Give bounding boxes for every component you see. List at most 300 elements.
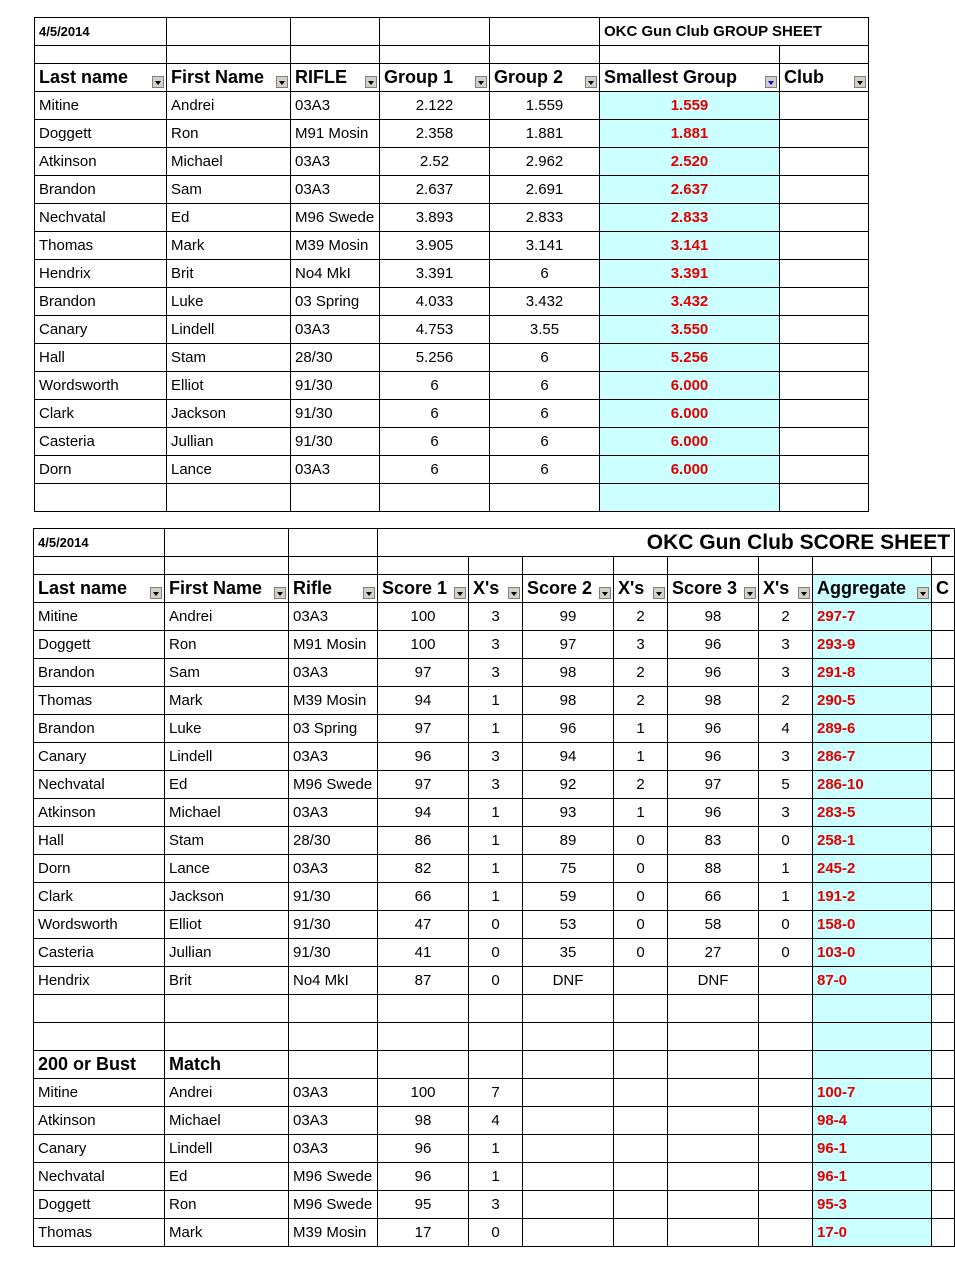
xs-2-cell[interactable]: 0 xyxy=(614,827,668,855)
empty-cell[interactable] xyxy=(759,1107,813,1135)
group-1-cell[interactable]: 2.52 xyxy=(380,148,490,176)
score-1-cell[interactable]: 97 xyxy=(378,659,469,687)
rifle-cell[interactable]: 91/30 xyxy=(289,911,378,939)
xs-2-cell[interactable]: 0 xyxy=(614,883,668,911)
filter-dropdown-icon[interactable] xyxy=(454,587,466,599)
last-name-cell[interactable]: Clark xyxy=(35,400,167,428)
score-header-xs-3[interactable]: X's xyxy=(759,575,813,603)
rifle-cell[interactable]: 03A3 xyxy=(289,603,378,631)
group-2-cell[interactable]: 2.833 xyxy=(490,204,600,232)
group-2-cell[interactable]: 3.432 xyxy=(490,288,600,316)
score-3-cell[interactable]: 27 xyxy=(668,939,759,967)
rifle-cell[interactable]: M39 Mosin xyxy=(291,232,380,260)
last-name-cell[interactable]: Atkinson xyxy=(34,1107,165,1135)
rifle-cell[interactable]: No4 MkI xyxy=(289,967,378,995)
score-3-cell[interactable]: DNF xyxy=(668,967,759,995)
first-name-cell[interactable]: Elliot xyxy=(165,911,289,939)
club-cell[interactable] xyxy=(932,1107,955,1135)
first-name-cell[interactable]: Jackson xyxy=(165,883,289,911)
filter-dropdown-icon[interactable] xyxy=(152,76,164,88)
first-name-cell[interactable]: Stam xyxy=(167,344,291,372)
score-1-cell[interactable]: 97 xyxy=(378,771,469,799)
smallest-group-cell[interactable]: 2.637 xyxy=(600,176,780,204)
empty-cell[interactable] xyxy=(523,1163,614,1191)
smallest-group-cell[interactable]: 3.141 xyxy=(600,232,780,260)
first-name-cell[interactable]: Andrei xyxy=(165,1079,289,1107)
score-2-cell[interactable]: 97 xyxy=(523,631,614,659)
club-cell[interactable] xyxy=(780,176,869,204)
club-cell[interactable] xyxy=(932,855,955,883)
smallest-group-cell[interactable]: 3.391 xyxy=(600,260,780,288)
last-name-cell[interactable]: Clark xyxy=(34,883,165,911)
first-name-cell[interactable]: Jullian xyxy=(165,939,289,967)
score-header-score-3[interactable]: Score 3 xyxy=(668,575,759,603)
first-name-cell[interactable]: Stam xyxy=(165,827,289,855)
xs-1-cell[interactable]: 1 xyxy=(469,687,523,715)
xs-3-cell[interactable]: 3 xyxy=(759,659,813,687)
xs-1-cell[interactable]: 0 xyxy=(469,939,523,967)
score-header-score-2[interactable]: Score 2 xyxy=(523,575,614,603)
xs-cell[interactable]: 0 xyxy=(469,1219,523,1247)
rifle-cell[interactable]: 03A3 xyxy=(289,1107,378,1135)
xs-1-cell[interactable]: 3 xyxy=(469,771,523,799)
score-1-cell[interactable]: 82 xyxy=(378,855,469,883)
xs-cell[interactable]: 7 xyxy=(469,1079,523,1107)
aggregate-cell[interactable]: 245-2 xyxy=(813,855,932,883)
empty-cell[interactable] xyxy=(523,1219,614,1247)
score-cell[interactable]: 98 xyxy=(378,1107,469,1135)
xs-2-cell[interactable]: 1 xyxy=(614,715,668,743)
score-header-club[interactable]: C xyxy=(932,575,955,603)
score-2-cell[interactable]: DNF xyxy=(523,967,614,995)
group-1-cell[interactable]: 2.122 xyxy=(380,92,490,120)
filter-dropdown-icon[interactable] xyxy=(365,76,377,88)
empty-cell[interactable] xyxy=(614,1191,668,1219)
club-cell[interactable] xyxy=(932,939,955,967)
xs-3-cell[interactable]: 2 xyxy=(759,603,813,631)
last-name-cell[interactable]: Doggett xyxy=(34,631,165,659)
score-header-last-name[interactable]: Last name xyxy=(34,575,165,603)
score-3-cell[interactable]: 98 xyxy=(668,687,759,715)
bust-match-subtitle[interactable]: Match xyxy=(165,1051,289,1079)
xs-3-cell[interactable]: 3 xyxy=(759,631,813,659)
club-cell[interactable] xyxy=(932,1191,955,1219)
empty-cell[interactable] xyxy=(668,1219,759,1247)
group-header-rifle[interactable]: RIFLE xyxy=(291,64,380,92)
last-name-cell[interactable]: Canary xyxy=(34,1135,165,1163)
score-1-cell[interactable]: 100 xyxy=(378,631,469,659)
xs-2-cell[interactable]: 2 xyxy=(614,687,668,715)
empty-cell[interactable] xyxy=(614,1079,668,1107)
score-3-cell[interactable]: 88 xyxy=(668,855,759,883)
empty-cell[interactable] xyxy=(759,1135,813,1163)
last-name-cell[interactable]: Atkinson xyxy=(35,148,167,176)
first-name-cell[interactable]: Lance xyxy=(165,855,289,883)
group-1-cell[interactable]: 4.753 xyxy=(380,316,490,344)
club-cell[interactable] xyxy=(780,288,869,316)
last-name-cell[interactable]: Dorn xyxy=(34,855,165,883)
aggregate-cell[interactable]: 290-5 xyxy=(813,687,932,715)
score-2-cell[interactable]: 92 xyxy=(523,771,614,799)
xs-1-cell[interactable]: 3 xyxy=(469,659,523,687)
first-name-cell[interactable]: Mark xyxy=(167,232,291,260)
rifle-cell[interactable]: 03A3 xyxy=(291,176,380,204)
rifle-cell[interactable]: 28/30 xyxy=(291,344,380,372)
club-cell[interactable] xyxy=(780,316,869,344)
aggregate-cell[interactable]: 98-4 xyxy=(813,1107,932,1135)
score-3-cell[interactable]: 96 xyxy=(668,631,759,659)
smallest-group-cell[interactable]: 3.550 xyxy=(600,316,780,344)
rifle-cell[interactable]: 03 Spring xyxy=(291,288,380,316)
group-1-cell[interactable]: 6 xyxy=(380,372,490,400)
last-name-cell[interactable]: Hall xyxy=(34,827,165,855)
xs-cell[interactable]: 3 xyxy=(469,1191,523,1219)
filter-dropdown-icon[interactable] xyxy=(585,76,597,88)
aggregate-cell[interactable]: 191-2 xyxy=(813,883,932,911)
group-2-cell[interactable]: 6 xyxy=(490,344,600,372)
last-name-cell[interactable]: Thomas xyxy=(35,232,167,260)
score-1-cell[interactable]: 86 xyxy=(378,827,469,855)
empty-cell[interactable] xyxy=(523,1135,614,1163)
rifle-cell[interactable]: M96 Swede xyxy=(289,1191,378,1219)
club-cell[interactable] xyxy=(932,1079,955,1107)
score-2-cell[interactable]: 75 xyxy=(523,855,614,883)
smallest-group-cell[interactable]: 2.520 xyxy=(600,148,780,176)
filter-dropdown-icon[interactable] xyxy=(150,587,162,599)
rifle-cell[interactable]: 03A3 xyxy=(291,92,380,120)
rifle-cell[interactable]: No4 MkI xyxy=(291,260,380,288)
last-name-cell[interactable]: Casteria xyxy=(35,428,167,456)
group-2-cell[interactable]: 1.881 xyxy=(490,120,600,148)
rifle-cell[interactable]: 91/30 xyxy=(291,400,380,428)
first-name-cell[interactable]: Ron xyxy=(165,1191,289,1219)
club-cell[interactable] xyxy=(932,1219,955,1247)
score-sheet-date[interactable]: 4/5/2014 xyxy=(34,529,165,557)
filter-dropdown-icon[interactable] xyxy=(363,587,375,599)
empty-cell[interactable] xyxy=(668,1191,759,1219)
score-2-cell[interactable]: 35 xyxy=(523,939,614,967)
xs-1-cell[interactable]: 1 xyxy=(469,855,523,883)
xs-cell[interactable]: 1 xyxy=(469,1163,523,1191)
last-name-cell[interactable]: Dorn xyxy=(35,456,167,484)
aggregate-cell[interactable]: 297-7 xyxy=(813,603,932,631)
first-name-cell[interactable]: Lindell xyxy=(165,743,289,771)
group-header-first-name[interactable]: First Name xyxy=(167,64,291,92)
xs-3-cell[interactable]: 0 xyxy=(759,911,813,939)
club-cell[interactable] xyxy=(780,372,869,400)
score-1-cell[interactable]: 66 xyxy=(378,883,469,911)
rifle-cell[interactable]: 03A3 xyxy=(289,855,378,883)
aggregate-cell[interactable]: 291-8 xyxy=(813,659,932,687)
last-name-cell[interactable]: Brandon xyxy=(34,715,165,743)
first-name-cell[interactable]: Mark xyxy=(165,1219,289,1247)
aggregate-cell[interactable]: 286-7 xyxy=(813,743,932,771)
empty-cell[interactable] xyxy=(759,1191,813,1219)
filter-dropdown-icon[interactable] xyxy=(276,76,288,88)
rifle-cell[interactable]: M96 Swede xyxy=(291,204,380,232)
first-name-cell[interactable]: Sam xyxy=(167,176,291,204)
empty-cell[interactable] xyxy=(759,1219,813,1247)
club-cell[interactable] xyxy=(780,92,869,120)
smallest-group-cell[interactable]: 5.256 xyxy=(600,344,780,372)
last-name-cell[interactable]: Canary xyxy=(34,743,165,771)
xs-2-cell[interactable]: 0 xyxy=(614,855,668,883)
score-2-cell[interactable]: 53 xyxy=(523,911,614,939)
first-name-cell[interactable]: Luke xyxy=(167,288,291,316)
xs-3-cell[interactable]: 3 xyxy=(759,799,813,827)
first-name-cell[interactable]: Luke xyxy=(165,715,289,743)
group-sheet-title[interactable]: OKC Gun Club GROUP SHEET xyxy=(600,18,869,46)
last-name-cell[interactable]: Wordsworth xyxy=(34,911,165,939)
last-name-cell[interactable]: Hendrix xyxy=(34,967,165,995)
club-cell[interactable] xyxy=(932,1163,955,1191)
aggregate-cell[interactable]: 158-0 xyxy=(813,911,932,939)
group-sheet-date[interactable]: 4/5/2014 xyxy=(35,18,167,46)
first-name-cell[interactable]: Andrei xyxy=(165,603,289,631)
smallest-group-cell[interactable]: 3.432 xyxy=(600,288,780,316)
xs-1-cell[interactable]: 0 xyxy=(469,967,523,995)
score-3-cell[interactable]: 97 xyxy=(668,771,759,799)
xs-2-cell[interactable]: 0 xyxy=(614,911,668,939)
group-header-group-2[interactable]: Group 2 xyxy=(490,64,600,92)
group-1-cell[interactable]: 6 xyxy=(380,456,490,484)
smallest-group-cell[interactable]: 6.000 xyxy=(600,372,780,400)
club-cell[interactable] xyxy=(780,120,869,148)
first-name-cell[interactable]: Ron xyxy=(167,120,291,148)
xs-2-cell[interactable]: 1 xyxy=(614,799,668,827)
xs-3-cell[interactable]: 0 xyxy=(759,827,813,855)
club-cell[interactable] xyxy=(932,883,955,911)
first-name-cell[interactable]: Michael xyxy=(165,1107,289,1135)
last-name-cell[interactable]: Atkinson xyxy=(34,799,165,827)
rifle-cell[interactable]: M91 Mosin xyxy=(291,120,380,148)
xs-3-cell[interactable] xyxy=(759,967,813,995)
aggregate-cell[interactable]: 258-1 xyxy=(813,827,932,855)
rifle-cell[interactable]: 03A3 xyxy=(291,456,380,484)
score-cell[interactable]: 96 xyxy=(378,1163,469,1191)
club-cell[interactable] xyxy=(780,344,869,372)
xs-3-cell[interactable]: 5 xyxy=(759,771,813,799)
rifle-cell[interactable]: 03A3 xyxy=(289,1135,378,1163)
first-name-cell[interactable]: Jullian xyxy=(167,428,291,456)
rifle-cell[interactable]: M96 Swede xyxy=(289,771,378,799)
club-cell[interactable] xyxy=(932,631,955,659)
xs-1-cell[interactable]: 1 xyxy=(469,827,523,855)
rifle-cell[interactable]: 03A3 xyxy=(291,148,380,176)
group-header-smallest-group[interactable]: Smallest Group xyxy=(600,64,780,92)
score-3-cell[interactable]: 96 xyxy=(668,659,759,687)
group-1-cell[interactable]: 6 xyxy=(380,428,490,456)
group-header-group-1[interactable]: Group 1 xyxy=(380,64,490,92)
last-name-cell[interactable]: Nechvatal xyxy=(34,771,165,799)
club-cell[interactable] xyxy=(932,967,955,995)
aggregate-cell[interactable]: 283-5 xyxy=(813,799,932,827)
group-2-cell[interactable]: 2.962 xyxy=(490,148,600,176)
group-1-cell[interactable]: 3.391 xyxy=(380,260,490,288)
score-header-aggregate[interactable]: Aggregate xyxy=(813,575,932,603)
rifle-cell[interactable]: 03A3 xyxy=(289,1079,378,1107)
rifle-cell[interactable]: 03 Spring xyxy=(289,715,378,743)
filter-dropdown-icon[interactable] xyxy=(798,587,810,599)
club-cell[interactable] xyxy=(932,1135,955,1163)
xs-3-cell[interactable]: 2 xyxy=(759,687,813,715)
group-2-cell[interactable]: 3.141 xyxy=(490,232,600,260)
empty-cell[interactable] xyxy=(668,1135,759,1163)
group-1-cell[interactable]: 4.033 xyxy=(380,288,490,316)
empty-cell[interactable] xyxy=(523,1191,614,1219)
group-1-cell[interactable]: 2.637 xyxy=(380,176,490,204)
score-sheet-title[interactable]: OKC Gun Club SCORE SHEET xyxy=(378,529,955,557)
score-cell[interactable]: 95 xyxy=(378,1191,469,1219)
aggregate-cell[interactable]: 100-7 xyxy=(813,1079,932,1107)
score-2-cell[interactable]: 89 xyxy=(523,827,614,855)
bust-match-title[interactable]: 200 or Bust xyxy=(34,1051,165,1079)
group-1-cell[interactable]: 3.905 xyxy=(380,232,490,260)
empty-cell[interactable] xyxy=(668,1107,759,1135)
empty-cell[interactable] xyxy=(523,1079,614,1107)
last-name-cell[interactable]: Doggett xyxy=(34,1191,165,1219)
xs-cell[interactable]: 4 xyxy=(469,1107,523,1135)
filter-dropdown-icon[interactable] xyxy=(744,587,756,599)
first-name-cell[interactable]: Ed xyxy=(165,1163,289,1191)
score-3-cell[interactable]: 96 xyxy=(668,743,759,771)
group-1-cell[interactable]: 2.358 xyxy=(380,120,490,148)
rifle-cell[interactable]: 03A3 xyxy=(289,659,378,687)
club-cell[interactable] xyxy=(932,771,955,799)
xs-1-cell[interactable]: 0 xyxy=(469,911,523,939)
score-header-rifle[interactable]: Rifle xyxy=(289,575,378,603)
score-2-cell[interactable]: 98 xyxy=(523,687,614,715)
aggregate-cell[interactable]: 286-10 xyxy=(813,771,932,799)
first-name-cell[interactable]: Ed xyxy=(167,204,291,232)
last-name-cell[interactable]: Brandon xyxy=(34,659,165,687)
club-cell[interactable] xyxy=(780,428,869,456)
club-cell[interactable] xyxy=(932,659,955,687)
xs-1-cell[interactable]: 3 xyxy=(469,743,523,771)
xs-2-cell[interactable] xyxy=(614,967,668,995)
rifle-cell[interactable]: M39 Mosin xyxy=(289,687,378,715)
group-header-last-name[interactable]: Last name xyxy=(35,64,167,92)
smallest-group-cell[interactable]: 1.881 xyxy=(600,120,780,148)
xs-2-cell[interactable]: 0 xyxy=(614,939,668,967)
rifle-cell[interactable]: 28/30 xyxy=(289,827,378,855)
score-1-cell[interactable]: 94 xyxy=(378,687,469,715)
sort-active-dropdown-icon[interactable] xyxy=(765,76,777,88)
score-3-cell[interactable]: 96 xyxy=(668,799,759,827)
club-cell[interactable] xyxy=(932,743,955,771)
filter-dropdown-icon[interactable] xyxy=(508,587,520,599)
aggregate-cell[interactable]: 103-0 xyxy=(813,939,932,967)
filter-dropdown-icon[interactable] xyxy=(653,587,665,599)
club-cell[interactable] xyxy=(932,827,955,855)
group-2-cell[interactable]: 6 xyxy=(490,372,600,400)
first-name-cell[interactable]: Sam xyxy=(165,659,289,687)
score-3-cell[interactable]: 58 xyxy=(668,911,759,939)
last-name-cell[interactable]: Canary xyxy=(35,316,167,344)
empty-cell[interactable] xyxy=(614,1163,668,1191)
aggregate-cell[interactable]: 17-0 xyxy=(813,1219,932,1247)
last-name-cell[interactable]: Thomas xyxy=(34,687,165,715)
smallest-group-cell[interactable]: 6.000 xyxy=(600,428,780,456)
first-name-cell[interactable]: Jackson xyxy=(167,400,291,428)
empty-cell[interactable] xyxy=(523,1107,614,1135)
first-name-cell[interactable]: Michael xyxy=(165,799,289,827)
xs-1-cell[interactable]: 3 xyxy=(469,603,523,631)
club-cell[interactable] xyxy=(780,400,869,428)
xs-3-cell[interactable]: 1 xyxy=(759,855,813,883)
rifle-cell[interactable]: 91/30 xyxy=(289,883,378,911)
club-cell[interactable] xyxy=(780,232,869,260)
club-cell[interactable] xyxy=(780,260,869,288)
rifle-cell[interactable]: 91/30 xyxy=(289,939,378,967)
first-name-cell[interactable]: Brit xyxy=(167,260,291,288)
score-1-cell[interactable]: 47 xyxy=(378,911,469,939)
aggregate-cell[interactable]: 87-0 xyxy=(813,967,932,995)
score-2-cell[interactable]: 98 xyxy=(523,659,614,687)
first-name-cell[interactable]: Lindell xyxy=(165,1135,289,1163)
xs-1-cell[interactable]: 3 xyxy=(469,631,523,659)
xs-3-cell[interactable]: 3 xyxy=(759,743,813,771)
rifle-cell[interactable]: 91/30 xyxy=(291,372,380,400)
score-1-cell[interactable]: 100 xyxy=(378,603,469,631)
empty-cell[interactable] xyxy=(614,1219,668,1247)
xs-3-cell[interactable]: 1 xyxy=(759,883,813,911)
club-cell[interactable] xyxy=(780,148,869,176)
club-cell[interactable] xyxy=(932,603,955,631)
aggregate-cell[interactable]: 289-6 xyxy=(813,715,932,743)
score-header-xs-1[interactable]: X's xyxy=(469,575,523,603)
group-header-club[interactable]: Club xyxy=(780,64,869,92)
first-name-cell[interactable]: Lance xyxy=(167,456,291,484)
score-header-first-name[interactable]: First Name xyxy=(165,575,289,603)
first-name-cell[interactable]: Brit xyxy=(165,967,289,995)
score-cell[interactable]: 96 xyxy=(378,1135,469,1163)
score-2-cell[interactable]: 96 xyxy=(523,715,614,743)
xs-cell[interactable]: 1 xyxy=(469,1135,523,1163)
first-name-cell[interactable]: Elliot xyxy=(167,372,291,400)
filter-dropdown-icon[interactable] xyxy=(599,587,611,599)
rifle-cell[interactable]: 03A3 xyxy=(289,743,378,771)
xs-2-cell[interactable]: 2 xyxy=(614,771,668,799)
empty-cell[interactable] xyxy=(759,1079,813,1107)
first-name-cell[interactable]: Ed xyxy=(165,771,289,799)
group-2-cell[interactable]: 1.559 xyxy=(490,92,600,120)
xs-2-cell[interactable]: 2 xyxy=(614,659,668,687)
first-name-cell[interactable]: Lindell xyxy=(167,316,291,344)
group-1-cell[interactable]: 6 xyxy=(380,400,490,428)
first-name-cell[interactable]: Andrei xyxy=(167,92,291,120)
aggregate-cell[interactable]: 96-1 xyxy=(813,1135,932,1163)
rifle-cell[interactable]: M39 Mosin xyxy=(289,1219,378,1247)
club-cell[interactable] xyxy=(932,799,955,827)
last-name-cell[interactable]: Brandon xyxy=(35,176,167,204)
score-2-cell[interactable]: 99 xyxy=(523,603,614,631)
first-name-cell[interactable]: Ron xyxy=(165,631,289,659)
xs-1-cell[interactable]: 1 xyxy=(469,799,523,827)
filter-dropdown-icon[interactable] xyxy=(917,587,929,599)
aggregate-cell[interactable]: 96-1 xyxy=(813,1163,932,1191)
smallest-group-cell[interactable]: 2.833 xyxy=(600,204,780,232)
xs-3-cell[interactable]: 4 xyxy=(759,715,813,743)
group-2-cell[interactable]: 6 xyxy=(490,400,600,428)
xs-1-cell[interactable]: 1 xyxy=(469,715,523,743)
xs-2-cell[interactable]: 2 xyxy=(614,603,668,631)
first-name-cell[interactable]: Mark xyxy=(165,687,289,715)
group-2-cell[interactable]: 6 xyxy=(490,260,600,288)
club-cell[interactable] xyxy=(780,456,869,484)
club-cell[interactable] xyxy=(780,204,869,232)
smallest-group-cell[interactable]: 6.000 xyxy=(600,400,780,428)
